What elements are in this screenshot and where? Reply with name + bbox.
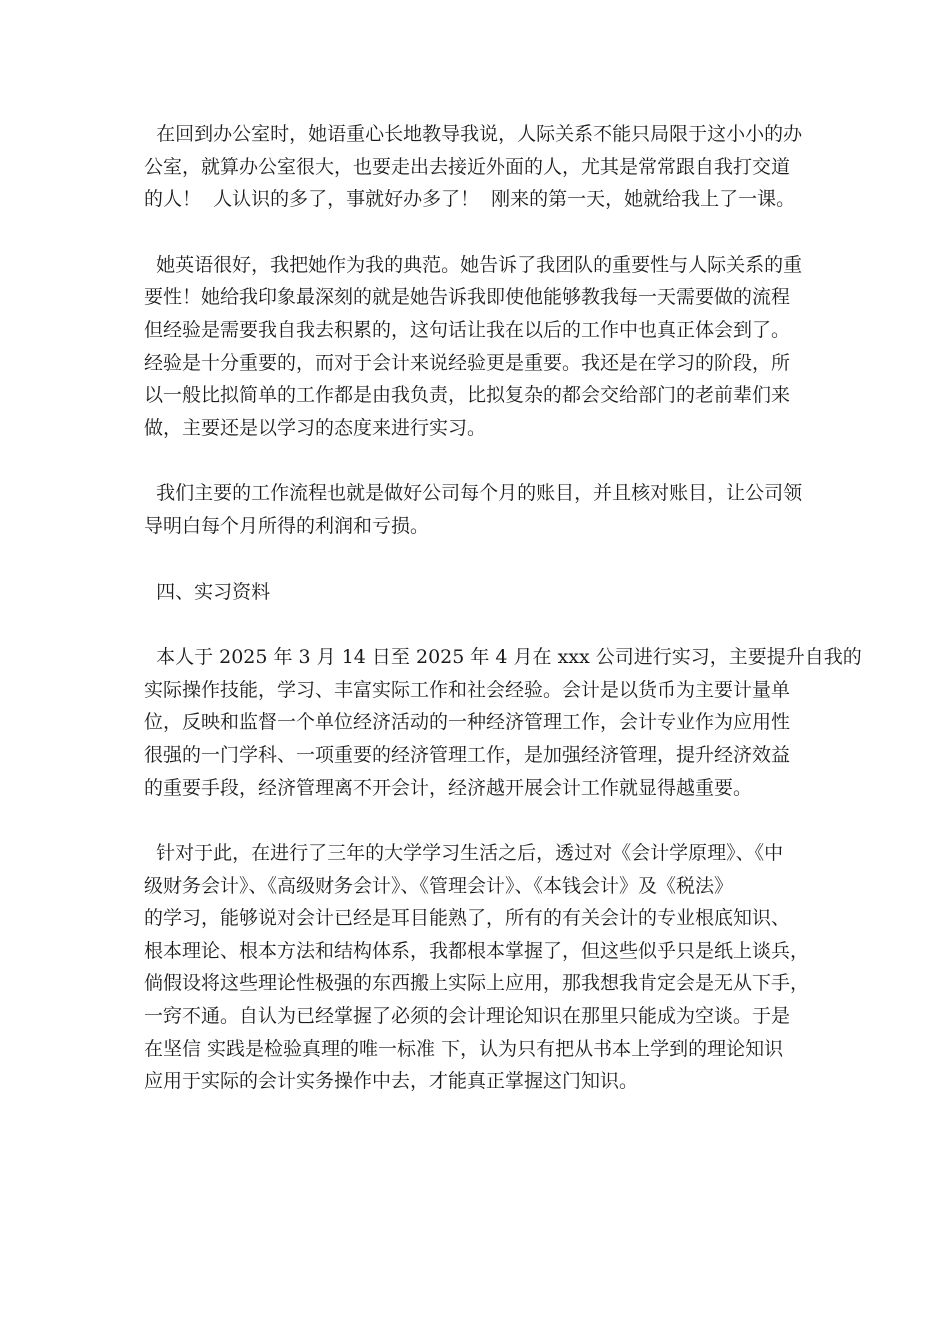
paragraph-office-advice [144, 118, 808, 216]
text-line: 倘假设将这些理论性极强的东西搬上实际上应用，那我想我肯定会是无从下手， [144, 972, 810, 995]
paragraph-theory-practice [144, 837, 808, 1098]
text-line: 很强的一门学科、一项重要的经济管理工作，是加强经济管理，提升经济效益 [144, 743, 791, 766]
heading-text: 四、实习资料 [144, 580, 271, 603]
text-line: 做，主要还是以学习的态度来进行实习。 [144, 416, 487, 439]
text-line: 导明白每个月所得的利润和亏损。 [144, 514, 430, 537]
text-line: 经验是十分重要的，而对于会计来说经验更是重要。我还是在学习的阶段，所 [144, 351, 791, 374]
text-line: 她英语很好，我把她作为我的典范。她告诉了我团队的重要性与人际关系的重 [144, 253, 803, 276]
document-page [144, 118, 862, 1131]
text-line: 公室，就算办公室很大，也要走出去接近外面的人，尤其是常常跟自我打交道 [144, 155, 791, 178]
text-line: 的学习，能够说对会计已经是耳目能熟了，所有的有关会计的专业根底知识、 [144, 907, 791, 930]
text-line: 要性！她给我印象最深刻的就是她告诉我即使他能够教我每一天需要做的流程 [144, 286, 791, 309]
text-line: 以一般比拟简单的工作都是由我负责，比拟复杂的都会交给部门的老前辈们来 [144, 384, 791, 407]
text-line: 根本理论、根本方法和结构体系，我都根本掌握了，但这些似乎只是纸上谈兵， [144, 939, 810, 962]
text-line: 一窍不通。自认为已经掌握了必须的会计理论知识在那里只能成为空谈。于是 [144, 1005, 791, 1028]
text-line: 本人于 2025 年 3 月 14 日至 2025 年 4 月在 xxx 公司进行实习，主要提升自我的 [144, 646, 862, 669]
text-line: 位，反映和监督一个单位经济活动的一种经济管理工作，会计专业作为应用性 [144, 711, 791, 734]
text-line: 级财务会计》、《高级财务会计》、《管理会计》、《本钱会计》及《税法》 [144, 874, 734, 897]
text-line: 实际操作技能，学习、丰富实际工作和社会经验。会计是以货币为主要计量单 [144, 678, 791, 701]
paragraph-workflow [144, 477, 808, 542]
text-line: 的人！ 人认识的多了，事就好办多了！ 刚来的第一天，她就给我上了一课。 [144, 188, 796, 211]
text-line: 我们主要的工作流程也就是做好公司每个月的账目，并且核对账目，让公司领 [144, 482, 803, 505]
text-line: 在回到办公室时，她语重心长地教导我说，人际关系不能只局限于这小小的办 [144, 123, 803, 145]
text-line: 但经验是需要我自我去积累的，这句话让我在以后的工作中也真正体会到了。 [144, 318, 791, 341]
text-line: 针对于此，在进行了三年的大学学习生活之后，透过对《会计学原理》、《中 [144, 842, 784, 865]
paragraph-internship-info [144, 641, 862, 804]
section-heading [144, 576, 808, 609]
text-line: 在坚信 实践是检验真理的唯一标准 下，认为只有把从书本上学到的理论知识 [144, 1037, 784, 1060]
text-line: 应用于实际的会计实务操作中去，才能真正掌握这门知识。 [144, 1070, 639, 1093]
text-line: 的重要手段，经济管理离不开会计，经济越开展会计工作就显得越重要。 [144, 776, 753, 799]
paragraph-role-model [144, 249, 808, 445]
